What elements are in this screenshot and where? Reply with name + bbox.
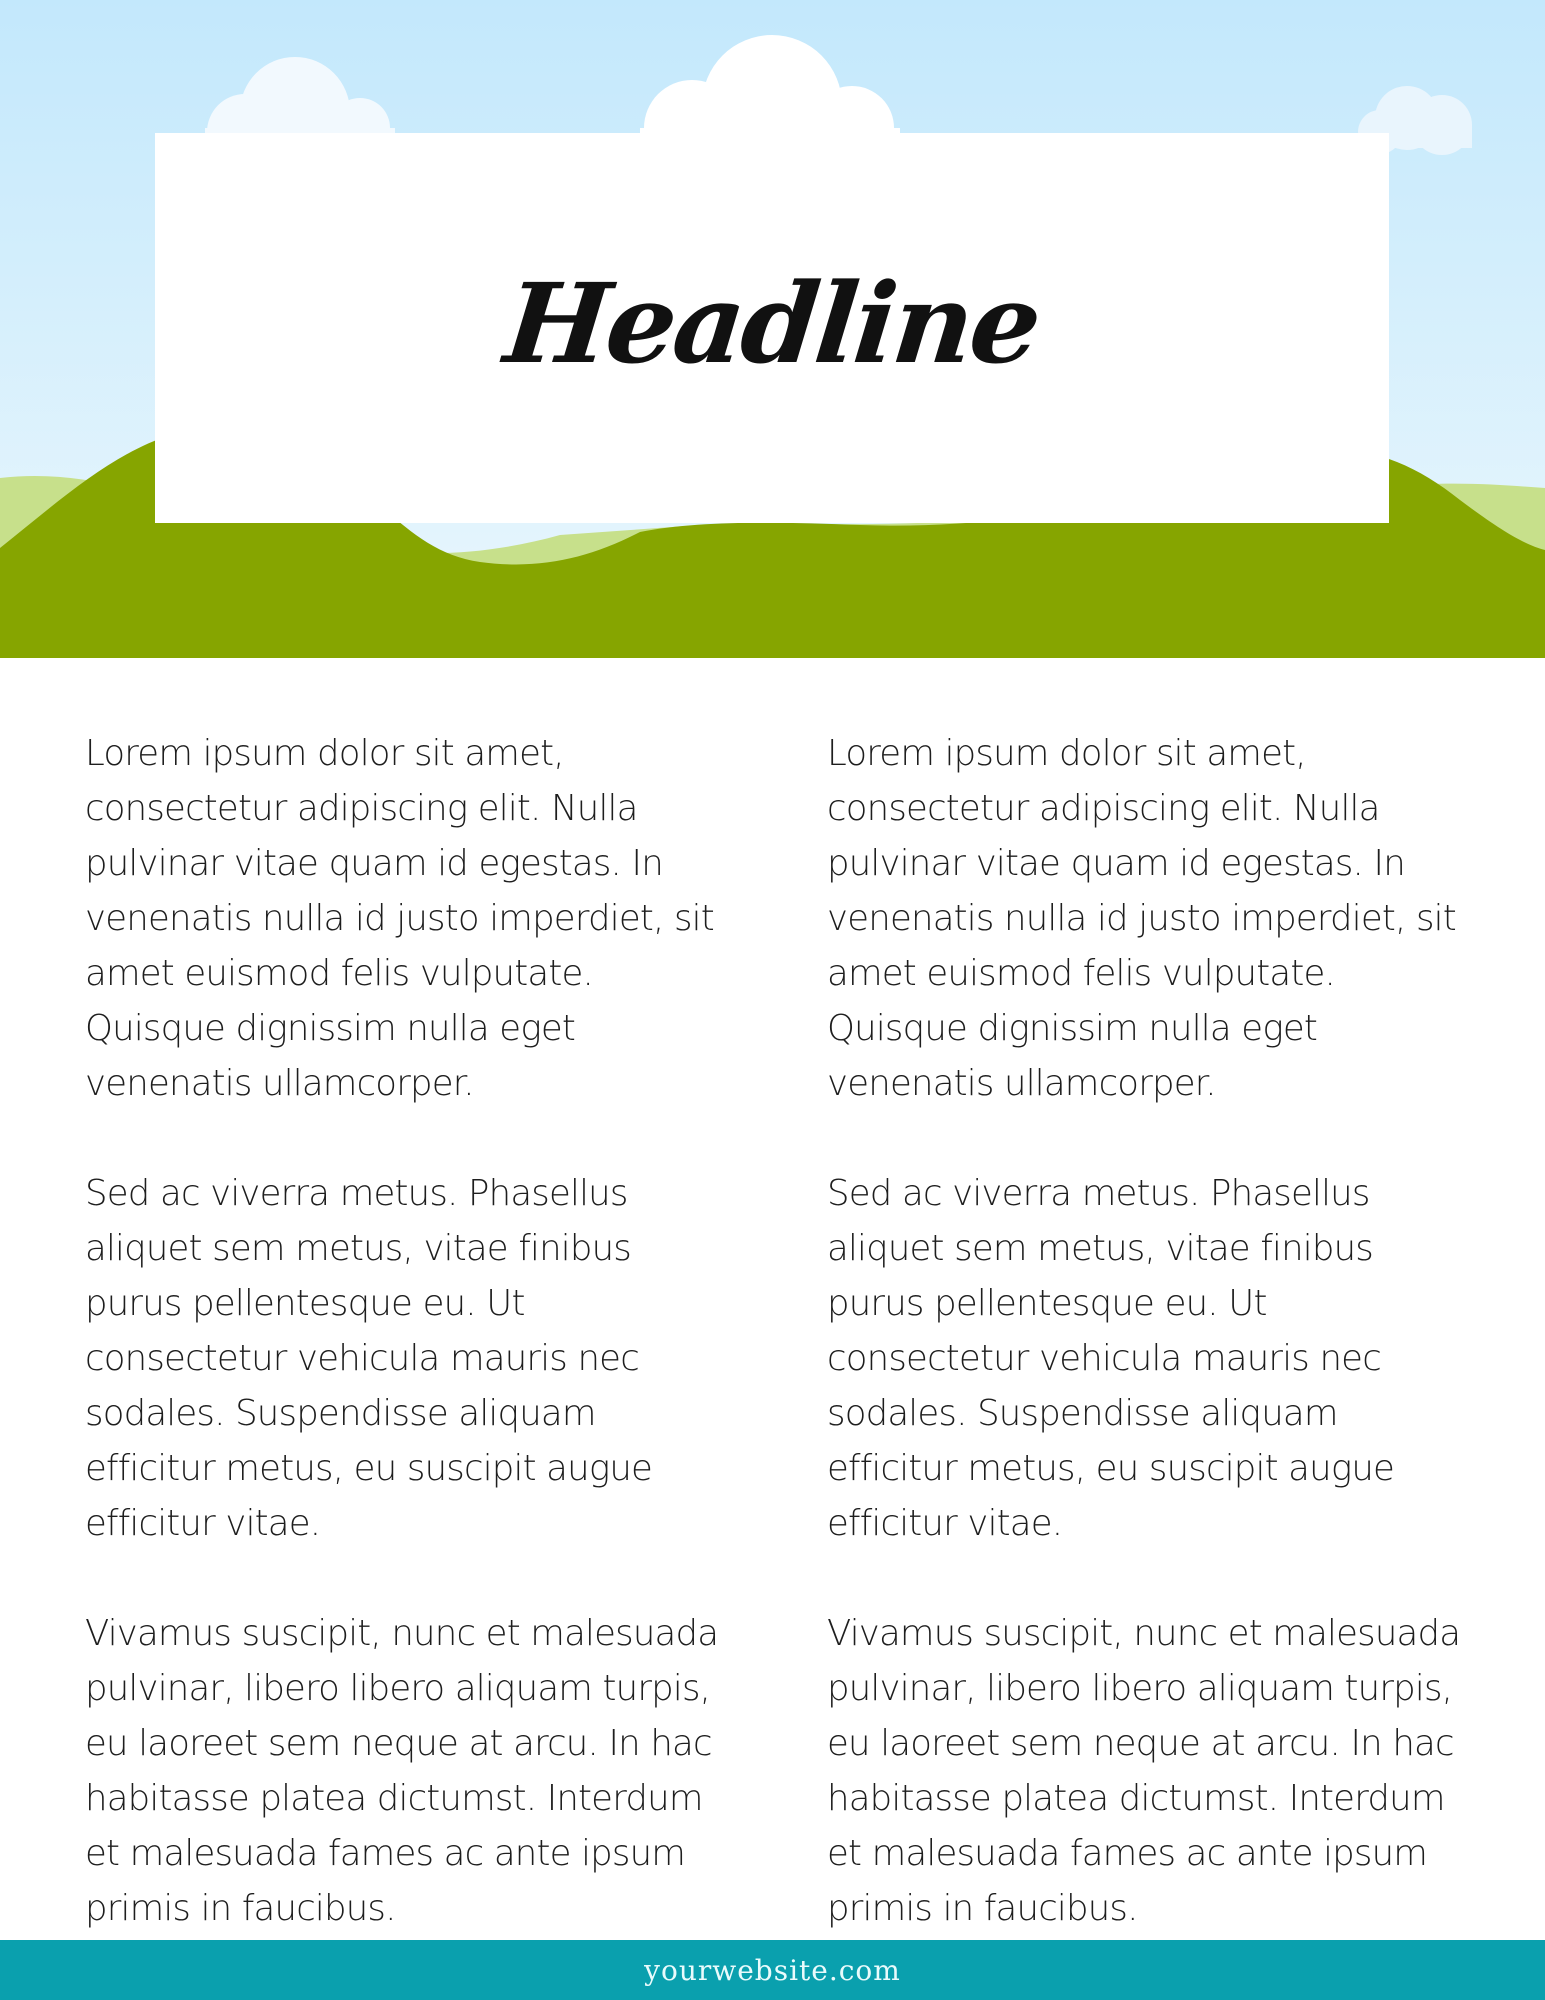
footer-bar [0,1940,1545,2000]
paragraph: Vivamus suscipit, nunc et malesuada pulvinar, libero libero aliquam turpis, eu laoreet sem neque at arcu. In hac habitasse platea dictumst. Interdum et malesuada fames ac ante ipsum primis in faucibus. [827,1613,1461,1929]
paragraph: Lorem ipsum dolor sit amet, consectetur adipiscing elit. Nulla pulvinar vitae quam id egestas. In venenatis nulla id justo imperdiet, sit amet euismod felis vulputate. Quisque dignissim nulla eget venenatis ullamcorper. [85,733,714,1104]
paragraph: Lorem ipsum dolor sit amet, consectetur adipiscing elit. Nulla pulvinar vitae quam id egestas. In venenatis nulla id justo imperdiet, sit amet euismod felis vulputate. Quisque dignissim nulla eget venenatis ullamcorper. [827,733,1456,1104]
headline: Headline [499,258,1045,388]
text-column-right [827,726,1467,1991]
text-column-left [85,726,725,1991]
paragraph: Sed ac viverra metus. Phasellus aliquet sem metus, vitae finibus purus pellentesque eu. Ut consectetur vehicula mauris nec sodales. Suspendisse aliquam efficitur metus, eu suscipit augue efficitur vitae. [85,1173,653,1544]
header-banner [0,0,1545,658]
website-link[interactable]: yourwebsite.com [644,1953,901,1987]
headline-card [155,133,1389,523]
paragraph: Sed ac viverra metus. Phasellus aliquet sem metus, vitae finibus purus pellentesque eu. Ut consectetur vehicula mauris nec sodales. Suspendisse aliquam efficitur metus, eu suscipit augue efficitur vitae. [827,1173,1395,1544]
paragraph: Vivamus suscipit, nunc et malesuada pulvinar, libero libero aliquam turpis, eu laoreet sem neque at arcu. In hac habitasse platea dictumst. Interdum et malesuada fames ac ante ipsum primis in faucibus. [85,1613,719,1929]
